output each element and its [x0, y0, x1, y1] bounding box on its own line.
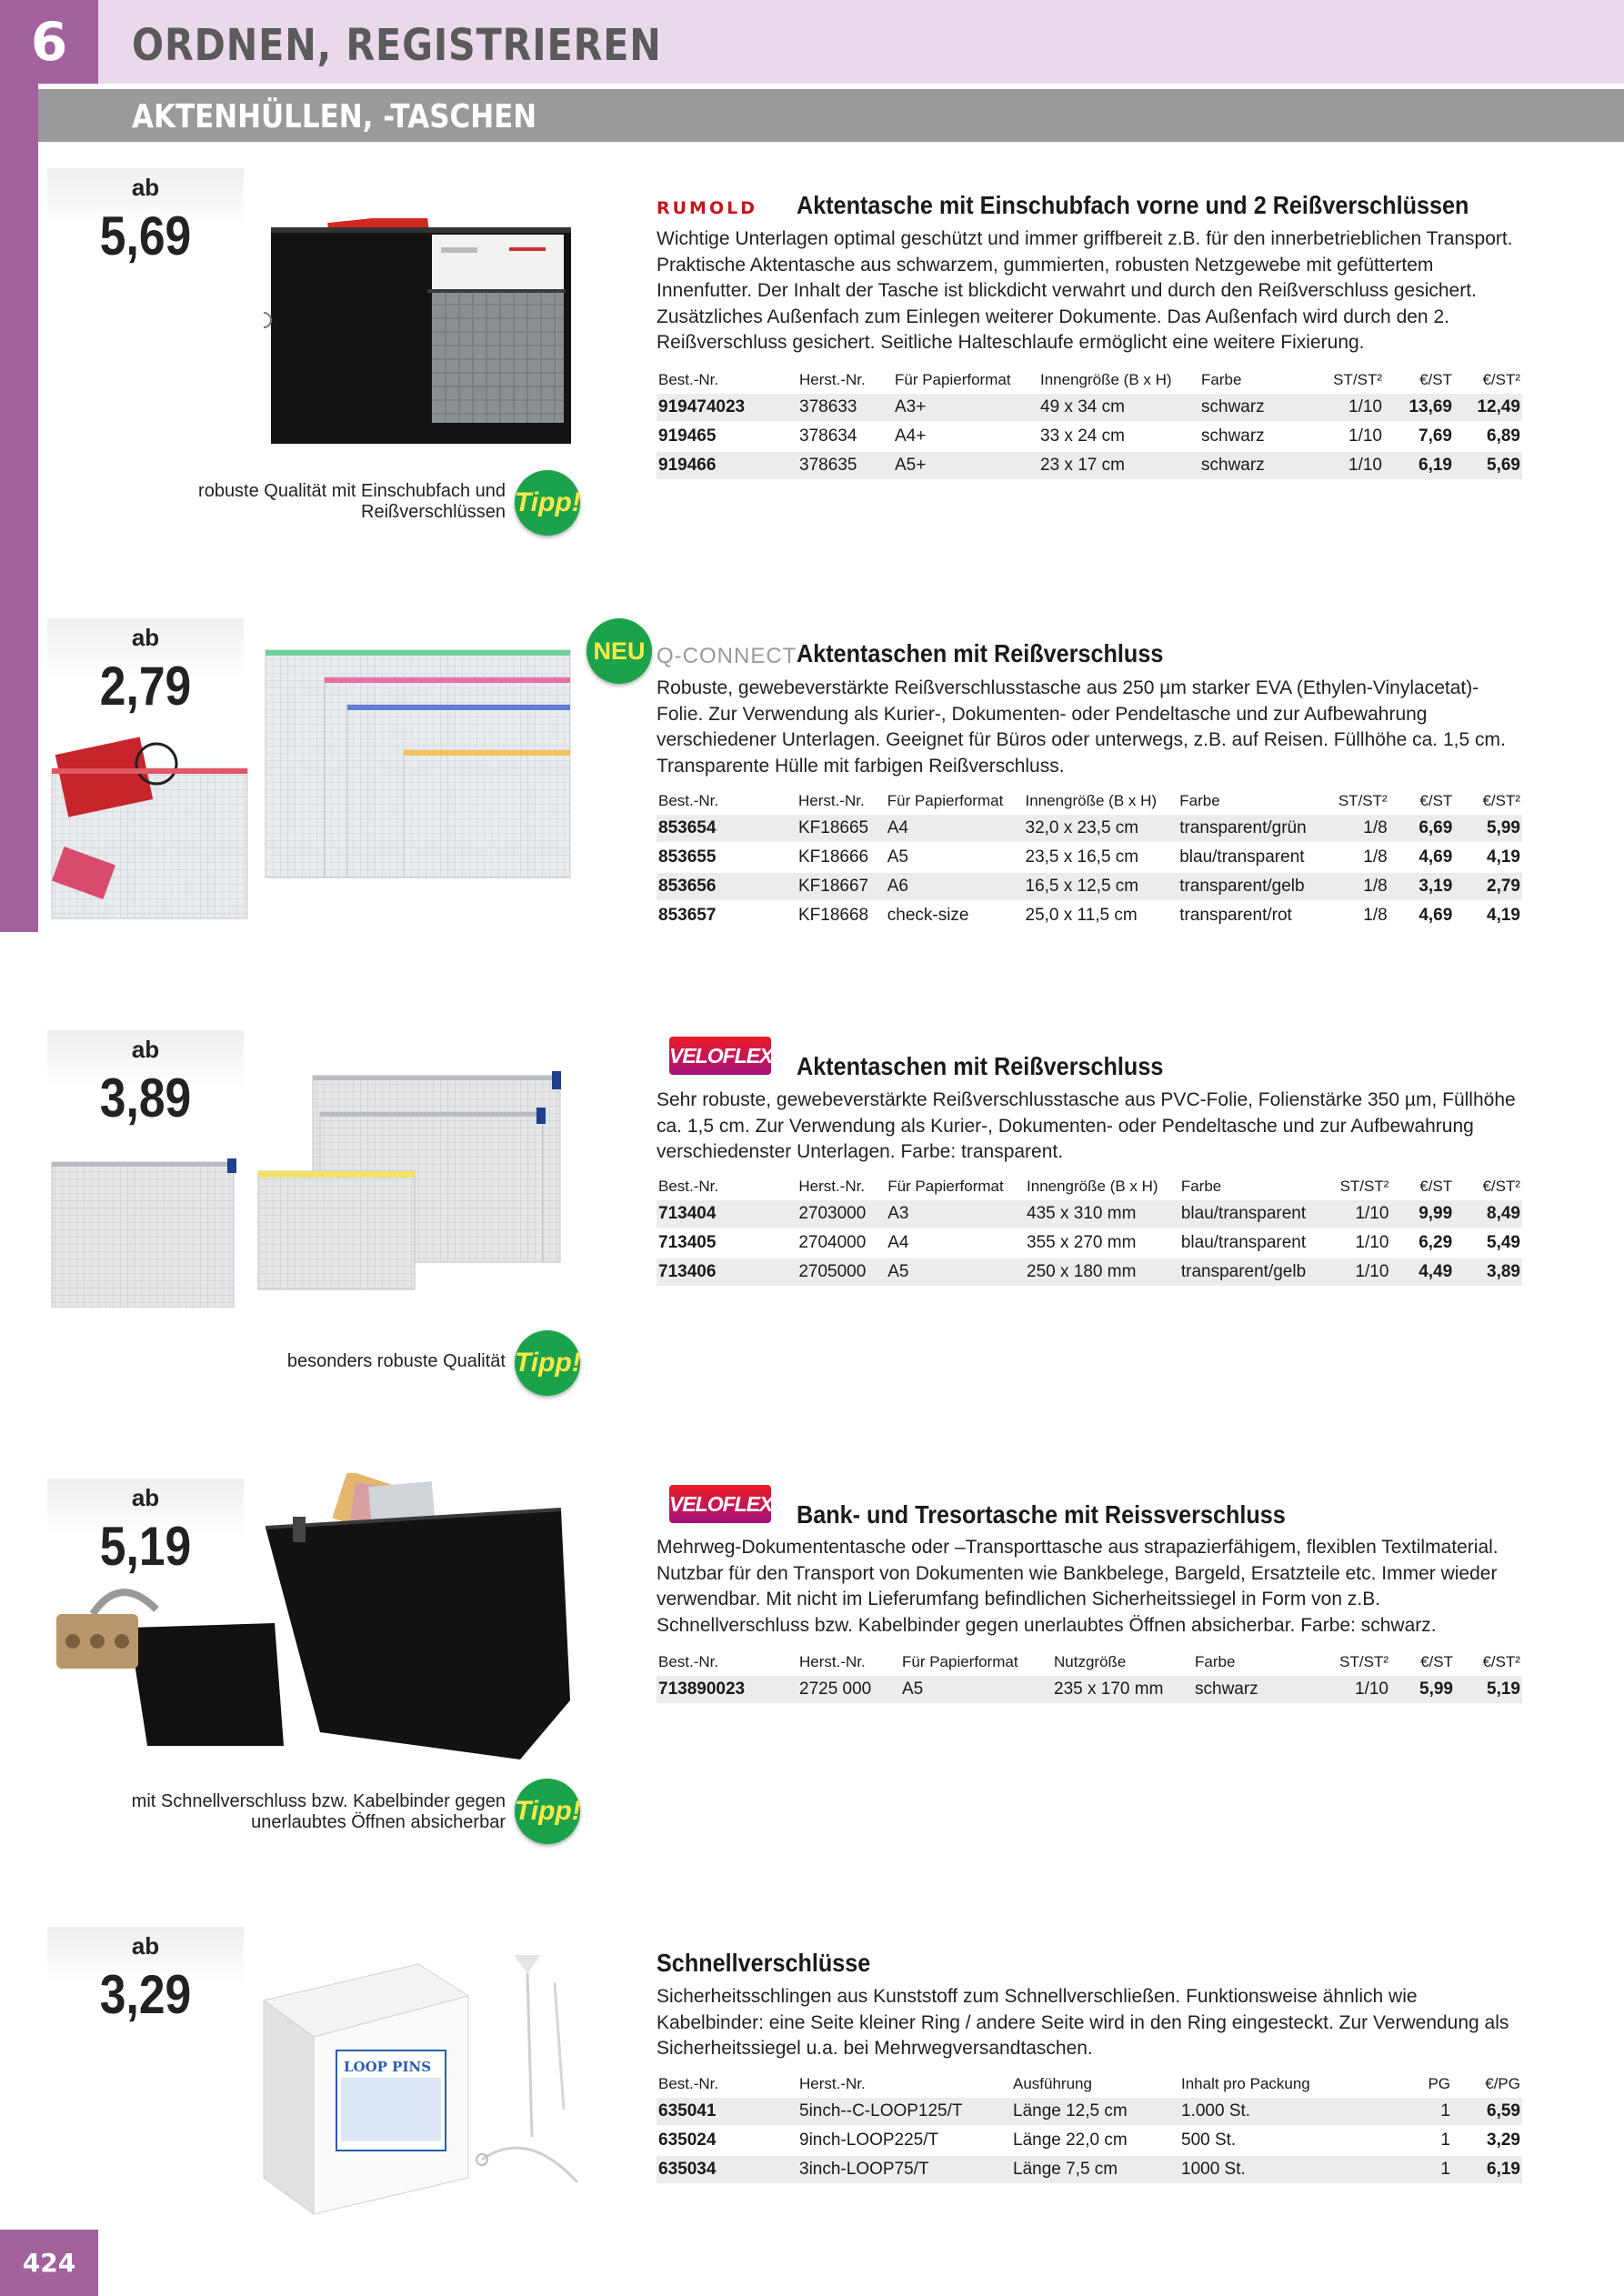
- price-cell: 4,69: [1389, 843, 1455, 872]
- page-title: ORDNEN, REGISTRIEREN: [132, 20, 662, 71]
- price-cell: 8,49: [1454, 1200, 1522, 1228]
- column-header: Farbe: [1201, 371, 1242, 388]
- table-row: [657, 872, 1522, 901]
- product-table: [657, 2070, 1522, 2185]
- column-header: Best.-Nr.: [658, 371, 719, 388]
- price-prefix: ab: [131, 1932, 160, 1960]
- price-value: 2,79: [99, 656, 192, 717]
- price-cell: 6,69: [1389, 815, 1455, 843]
- column-header: €/ST²: [1482, 792, 1520, 809]
- price-prefix: ab: [131, 624, 160, 651]
- column-header: Herst.-Nr.: [797, 792, 865, 809]
- product-image-clear-pouches: [47, 1062, 570, 1308]
- table-cell: 16,5 x 12,5 cm: [1024, 872, 1178, 901]
- table-cell: 2725 000: [797, 1676, 900, 1704]
- price-value: 5,69: [99, 206, 192, 266]
- table-cell: 1: [1366, 2126, 1452, 2155]
- column-header: €/ST: [1419, 371, 1452, 388]
- tip-note-line: robuste Qualität mit Einschubfach und: [198, 481, 506, 501]
- price-cell: 3,29: [1452, 2126, 1522, 2155]
- table-row: [657, 451, 1522, 480]
- table-row: [657, 1200, 1522, 1228]
- table-cell: 49 x 34 cm: [1038, 394, 1199, 422]
- price-box: [47, 168, 244, 270]
- table-cell: 1/10: [1308, 422, 1384, 451]
- column-header: ST/ST²: [1339, 1178, 1389, 1195]
- column-header: €/ST: [1419, 792, 1453, 809]
- order-number: 713890023: [657, 1676, 797, 1704]
- price-cell: 4,69: [1389, 901, 1455, 930]
- price-box: [47, 1927, 244, 2029]
- product-title: Aktentasche mit Einschubfach vorne und 2 Reißverschlüssen: [797, 191, 1469, 219]
- product-description: Sicherheitsschlingen aus Kunststoff zum Schnellverschließen. Funktionsweise ähnlich wie Kabelbinder: eine Seite kleiner Ring / andere Seite wird in den Ring eingesteckt. Zur Verwendung als Sicherheitssiegel u.a. bei Mehrwegversandtaschen.: [657, 1986, 1509, 2059]
- order-number: 853656: [657, 872, 797, 901]
- tip-note: [287, 1351, 506, 1372]
- table-cell: schwarz: [1193, 1676, 1320, 1704]
- price-prefix: ab: [131, 174, 160, 201]
- table-cell: 235 x 170 mm: [1052, 1676, 1193, 1704]
- price-cell: 6,19: [1452, 2155, 1522, 2184]
- neu-badge: NEU: [586, 618, 652, 684]
- box-label: LOOP PINS: [344, 2059, 432, 2075]
- tip-note-line: Reißverschlüssen: [361, 502, 506, 522]
- tip-note: [132, 1791, 506, 1833]
- product-table: [657, 1649, 1522, 1705]
- product-description: Wichtige Unterlagen optimal geschützt und immer griffbereit z.B. für den innerbetrieblichen Transport. Praktische Aktentasche aus schwarzem, gummierten, robusten Netzgewebe mit gefüttertem Innenfutter. Der Inhalt der Tasche ist blickdicht verwahrt und durch den Reißverschluss gesichert. Zusätzliches Außenfach zum Einlegen weiterer Dokumente. Das Außenfach wird durch den 2. Reißverschluss gesichert. Seitliche Halteschlaufe ermöglicht eine weitere Fixierung.: [657, 228, 1513, 353]
- table-cell: blau/transparent: [1179, 1228, 1338, 1258]
- product-description: Mehrweg-Dokumententasche oder –Transporttasche aus strapazierfähigem, flexiblen Textilmaterial. Nutzbar für den Transport von Dokumenten wie Bankbelege, Bargeld, Ersatzteile etc. Immer wieder verwendbar. Mit nicht im Lieferumfang befindlichen Sicherheitssiegel in Form von z.B. Schnellverschluss bzw. Kabelbinder gegen unerlaubtes Öffnen absicherbar. Farbe: schwarz.: [657, 1537, 1499, 1636]
- order-number: 713404: [657, 1200, 797, 1228]
- order-number: 713405: [657, 1228, 797, 1258]
- table-cell: 5inch--C-LOOP125/T: [797, 2098, 1011, 2126]
- price-cell: 5,69: [1454, 451, 1522, 480]
- column-header: Inhalt pro Packung: [1181, 2075, 1310, 2092]
- table-cell: A4: [886, 815, 1024, 843]
- column-header: Für Papierformat: [887, 792, 1004, 809]
- price-cell: 5,19: [1455, 1676, 1522, 1704]
- price-cell: 4,19: [1454, 901, 1522, 930]
- table-cell: 1/10: [1320, 1676, 1390, 1704]
- table-cell: Länge 22,0 cm: [1011, 2126, 1179, 2155]
- column-header: Für Papierformat: [902, 1653, 1018, 1670]
- brand-logo-veloflex: VELOFLEX: [669, 1037, 771, 1075]
- table-row: [657, 394, 1522, 422]
- table-row: [657, 2155, 1522, 2184]
- column-header: ST/ST²: [1338, 792, 1388, 809]
- table-cell: A3+: [893, 394, 1038, 422]
- table-cell: 2703000: [797, 1200, 886, 1228]
- table-cell: 378634: [797, 422, 893, 451]
- table-cell: A5: [886, 843, 1024, 872]
- column-header: Herst.-Nr.: [799, 2075, 866, 2092]
- order-number: 635024: [657, 2126, 797, 2155]
- table-cell: 1/10: [1338, 1228, 1391, 1258]
- price-prefix: ab: [131, 1484, 160, 1511]
- table-cell: 500 St.: [1179, 2126, 1366, 2155]
- table-cell: 9inch-LOOP225/T: [797, 2126, 1011, 2155]
- column-header: Farbe: [1179, 792, 1220, 809]
- price-value: 3,29: [99, 1964, 192, 2025]
- table-cell: A4: [886, 1228, 1025, 1258]
- product-title: Aktentaschen mit Reißverschluss: [797, 639, 1164, 667]
- price-cell: 6,89: [1454, 422, 1522, 451]
- table-row: [657, 843, 1522, 872]
- order-number: 713406: [657, 1258, 797, 1287]
- price-prefix: ab: [131, 1036, 160, 1063]
- column-header: Für Papierformat: [895, 371, 1011, 388]
- price-cell: 4,49: [1390, 1258, 1454, 1287]
- product-image-zip-pouches: [47, 637, 584, 923]
- price-cell: 6,29: [1390, 1228, 1454, 1258]
- table-cell: A4+: [893, 422, 1038, 451]
- chapter-number: 6: [0, 0, 98, 84]
- column-header: PG: [1428, 2075, 1450, 2092]
- table-cell: transparent/rot: [1178, 901, 1337, 930]
- product-image-bank-bag: [47, 1473, 575, 1764]
- table-cell: A6: [886, 872, 1024, 901]
- column-header: Ausführung: [1013, 2075, 1092, 2092]
- column-header: Herst.-Nr.: [799, 1653, 866, 1670]
- table-cell: 355 x 270 mm: [1025, 1228, 1179, 1258]
- product-title: Aktentaschen mit Reißverschluss: [797, 1052, 1164, 1080]
- table-cell: 1/10: [1338, 1258, 1391, 1287]
- column-header: Best.-Nr.: [658, 2075, 719, 2092]
- table-cell: 1/8: [1337, 901, 1389, 930]
- table-cell: A5: [900, 1676, 1052, 1704]
- column-header: Farbe: [1180, 1178, 1222, 1195]
- price-value: 3,89: [99, 1068, 192, 1128]
- price-cell: 6,59: [1452, 2098, 1522, 2126]
- table-cell: Länge 7,5 cm: [1011, 2155, 1179, 2184]
- table-cell: KF18668: [797, 901, 886, 930]
- table-cell: KF18667: [797, 872, 886, 901]
- table-cell: 435 x 310 mm: [1025, 1200, 1179, 1228]
- column-header: €/ST: [1420, 1653, 1453, 1670]
- product-table: [657, 787, 1522, 931]
- product-image-loop-pins-box: [255, 1946, 582, 2219]
- product-description: Sehr robuste, gewebeverstärkte Reißverschlusstasche aus PVC-Folie, Folienstärke 350 µm, Füllhöhe ca. 1,5 cm. Zur Verwendung als Kurier-, Dokumenten- oder Pendeltasche und zur Aufbewahrung verschiedenster Unterlagen. Farbe: transparent.: [657, 1089, 1516, 1162]
- price-cell: 2,79: [1454, 872, 1522, 901]
- price-cell: 5,99: [1454, 815, 1522, 843]
- price-value: 5,19: [99, 1516, 192, 1577]
- table-cell: 25,0 x 11,5 cm: [1024, 901, 1178, 930]
- column-header: €/ST²: [1482, 1653, 1520, 1670]
- column-header: Best.-Nr.: [658, 1653, 719, 1670]
- table-cell: 32,0 x 23,5 cm: [1024, 815, 1178, 843]
- table-row: [657, 2126, 1522, 2155]
- column-header: Innengröße (B x H): [1040, 371, 1172, 388]
- price-cell: 4,19: [1454, 843, 1522, 872]
- table-row: [657, 1228, 1522, 1258]
- table-cell: 378633: [797, 394, 893, 422]
- table-cell: 1/10: [1308, 451, 1384, 480]
- table-cell: 2705000: [797, 1258, 886, 1287]
- brand-logo-veloflex: VELOFLEX: [669, 1485, 771, 1523]
- order-number: 919466: [657, 451, 797, 480]
- product-description: Robuste, gewebeverstärkte Reißverschlusstasche aus 250 µm starker EVA (Ethylen-Vinylacetat)-Folie. Zur Verwendung als Kurier-, Dokumenten- oder Pendeltasche und zur Aufbewahrung verschiedener Unterlagen. Geeignet für Büros oder unterwegs, z.B. auf Reisen. Füllhöhe ca. 1,5 cm. Transparente Hülle mit farbigen Reißverschluss.: [657, 677, 1506, 777]
- brand-logo-rumold: RUMOLD: [657, 198, 757, 218]
- table-cell: 1000 St.: [1179, 2155, 1366, 2184]
- table-cell: Länge 12,5 cm: [1011, 2098, 1179, 2126]
- table-cell: 1/10: [1308, 394, 1384, 422]
- column-header: Nutzgröße: [1054, 1653, 1127, 1670]
- table-cell: A5+: [893, 451, 1038, 480]
- table-cell: 378635: [797, 451, 893, 480]
- table-cell: schwarz: [1199, 451, 1308, 480]
- table-cell: KF18666: [797, 843, 886, 872]
- column-header: Herst.-Nr.: [798, 1178, 866, 1195]
- table-cell: 1.000 St.: [1179, 2098, 1366, 2126]
- table-cell: 2704000: [797, 1228, 886, 1258]
- order-number: 919474023: [657, 394, 797, 422]
- column-header: Best.-Nr.: [658, 792, 719, 809]
- price-cell: 13,69: [1384, 394, 1454, 422]
- column-header: ST/ST²: [1339, 1653, 1388, 1670]
- product-image-black-case: [264, 218, 582, 446]
- product-table: [657, 1173, 1522, 1288]
- table-cell: 1/8: [1337, 843, 1389, 872]
- section-title: AKTENHÜLLEN, -TASCHEN: [132, 98, 537, 135]
- column-header: €/ST: [1419, 1178, 1453, 1195]
- table-cell: 23 x 17 cm: [1038, 451, 1199, 480]
- table-cell: 250 x 180 mm: [1025, 1258, 1179, 1287]
- tip-note-line: unerlaubtes Öffnen absicherbar: [251, 1812, 506, 1832]
- column-header: Für Papierformat: [887, 1178, 1004, 1195]
- product-title: Bank- und Tresortasche mit Reissverschluss: [797, 1500, 1286, 1529]
- table-cell: check-size: [886, 901, 1024, 930]
- price-cell: 9,99: [1390, 1200, 1454, 1228]
- order-number: 853655: [657, 843, 797, 872]
- table-row: [657, 2098, 1522, 2126]
- column-header: €/PG: [1485, 2075, 1520, 2092]
- table-cell: blau/transparent: [1179, 1200, 1338, 1228]
- price-cell: 12,49: [1454, 394, 1522, 422]
- table-cell: 1: [1366, 2098, 1452, 2126]
- tip-badge: Tipp!: [515, 1330, 580, 1396]
- column-header: Innengröße (B x H): [1025, 792, 1158, 809]
- table-cell: 3inch-LOOP75/T: [797, 2155, 1011, 2184]
- table-cell: 1/8: [1337, 815, 1389, 843]
- order-number: 853654: [657, 815, 797, 843]
- table-cell: 1/8: [1337, 872, 1389, 901]
- table-cell: KF18665: [797, 815, 886, 843]
- table-cell: 33 x 24 cm: [1038, 422, 1199, 451]
- column-header: ST/ST²: [1333, 371, 1382, 388]
- price-cell: 3,19: [1389, 872, 1455, 901]
- chapter-side-bar: [0, 84, 38, 932]
- table-cell: blau/transparent: [1178, 843, 1337, 872]
- table-row: [657, 1258, 1522, 1287]
- table-cell: A3: [886, 1200, 1025, 1228]
- column-header: Innengröße (B x H): [1027, 1178, 1158, 1195]
- table-row: [657, 422, 1522, 451]
- column-header: €/ST²: [1482, 371, 1520, 388]
- tip-note: [198, 481, 506, 523]
- tip-note-line: besonders robuste Qualität: [286, 1351, 506, 1371]
- table-cell: 1/10: [1338, 1200, 1391, 1228]
- tip-note-line: mit Schnellverschluss bzw. Kabelbinder gegen: [131, 1791, 506, 1811]
- table-cell: transparent/gelb: [1179, 1258, 1338, 1287]
- table-cell: transparent/gelb: [1178, 872, 1337, 901]
- price-cell: 7,69: [1384, 422, 1454, 451]
- order-number: 919465: [657, 422, 797, 451]
- brand-logo-qconnect: Q-CONNECT: [657, 644, 797, 668]
- price-cell: 5,99: [1390, 1676, 1455, 1704]
- table-cell: schwarz: [1199, 422, 1308, 451]
- product-table: [657, 366, 1522, 481]
- table-row: [657, 901, 1522, 930]
- product-title: Schnellverschlüsse: [657, 1949, 871, 1977]
- order-number: 853657: [657, 901, 797, 930]
- table-cell: 1: [1366, 2155, 1452, 2184]
- price-cell: 3,89: [1454, 1258, 1522, 1287]
- table-cell: A5: [886, 1258, 1025, 1287]
- tip-badge: Tipp!: [515, 1779, 580, 1844]
- tip-badge: Tipp!: [515, 470, 580, 536]
- table-cell: transparent/grün: [1178, 815, 1337, 843]
- column-header: Herst.-Nr.: [799, 371, 866, 388]
- page-number: 424: [0, 2230, 98, 2296]
- table-cell: 23,5 x 16,5 cm: [1024, 843, 1178, 872]
- table-cell: schwarz: [1199, 394, 1308, 422]
- price-cell: 5,49: [1454, 1228, 1522, 1258]
- column-header: Farbe: [1195, 1653, 1236, 1670]
- order-number: 635034: [657, 2155, 797, 2184]
- table-row: [657, 1676, 1522, 1704]
- column-header: €/ST²: [1482, 1178, 1520, 1195]
- price-cell: 6,19: [1384, 451, 1454, 480]
- table-row: [657, 815, 1522, 843]
- column-header: Best.-Nr.: [658, 1178, 719, 1195]
- order-number: 635041: [657, 2098, 797, 2126]
